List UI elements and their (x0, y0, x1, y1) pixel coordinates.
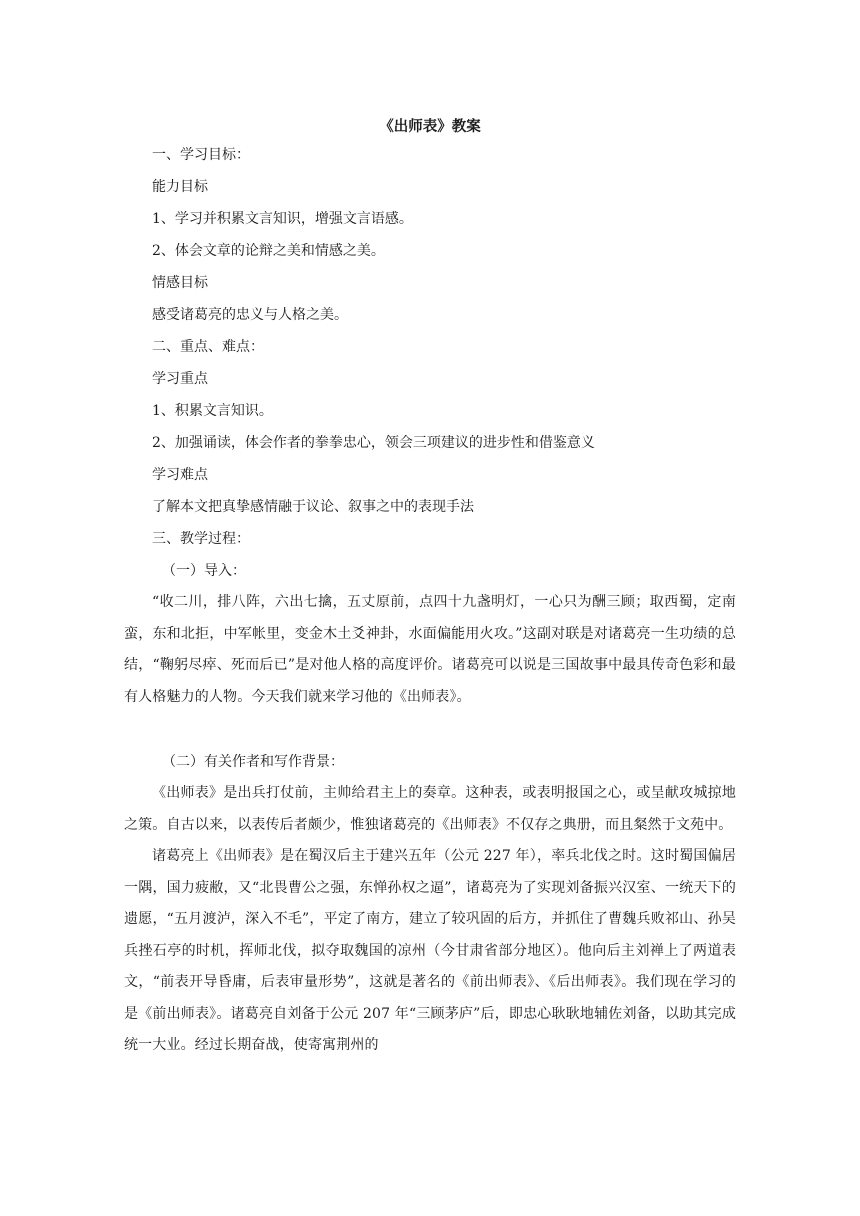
subheading-ability-goals: 能力目标 (152, 179, 208, 195)
background-paragraph-2: 诸葛亮上《出师表》是在蜀汉后主于建兴五年（公元 227 年），率兵北伐之时。这时蜀国偏居一隅，国力疲敝，又“北畏曹公之强，东惮孙权之逼”，诸葛亮为了实现刘备振兴汉室、一统天下的遗愿，“五月渡泸，深入不毛”，平定了南方，建立了较巩固的后方，并抓住了曹魏兵败祁山、孙吴兵挫石亭的时机，挥师北伐，拟夺取魏国的凉州（今甘肃省部分地区）。他向后主刘禅上了两道表文，“前表开导昏庸，后表审量形势”，这就是著名的《前出师表》、《后出师表》。我们现在学习的是《前出师表》。诸葛亮自刘备于公元 207 年“三顾茅庐”后，即忠心耿耿地辅佐刘备，以助其完成统一大业。经过长期奋战，使寄寓荆州的 (124, 848, 736, 1053)
ability-goal-2: 2、体会文章的论辩之美和情感之美。 (152, 243, 385, 259)
document-page (124, 100, 736, 1062)
difficulty-1: 了解本文把真挚感情融于议论、叙事之中的表现手法 (152, 499, 474, 515)
ability-goal-1: 1、学习并积累文言知识，增强文言语感。 (152, 211, 413, 227)
blank-line (124, 713, 736, 747)
background-paragraph-1: 《出师表》是出兵打仗前，主帅给君主上的奏章。这种表，或表明报国之心，或呈献攻城掠地之策。自古以来，以表传后者颇少，惟独诸葛亮的《出师表》不仅存之典册，而且粲然于文苑中。 (124, 785, 736, 833)
subsection-intro-heading: （一）导入： (162, 563, 246, 579)
page-title: 《出师表》教案 (379, 118, 481, 135)
section-heading-key-points: 二、重点、难点： (152, 339, 264, 355)
subsection-background-heading: （二）有关作者和写作背景： (162, 754, 344, 770)
intro-paragraph: “收二川，排八阵，六出七擒，五丈原前，点四十九盏明灯，一心只为酬三顾；取西蜀，定南蛮，东和北拒，中军帐里，变金木土爻神卦，水面偏能用火攻。”这副对联是对诸葛亮一生功绩的总结，“鞠躬尽瘁、死而后已”是对他人格的高度评价。诸葛亮可以说是三国故事中最具传奇色彩和最有人格魅力的人物。今天我们就来学习他的《出师表》。 (124, 594, 736, 705)
section-heading-process: 三、教学过程： (152, 531, 250, 547)
subheading-emotion-goals: 情感目标 (152, 275, 208, 291)
subheading-key-points: 学习重点 (152, 371, 208, 387)
key-point-1: 1、积累文言知识。 (152, 403, 273, 419)
section-heading-objectives: 一、学习目标： (152, 147, 250, 163)
subheading-difficulties: 学习难点 (152, 467, 208, 483)
emotion-goal-1: 感受诸葛亮的忠义与人格之美。 (152, 307, 348, 323)
key-point-2: 2、加强诵读，体会作者的拳拳忠心，领会三项建议的进步性和借鉴意义 (152, 435, 595, 451)
